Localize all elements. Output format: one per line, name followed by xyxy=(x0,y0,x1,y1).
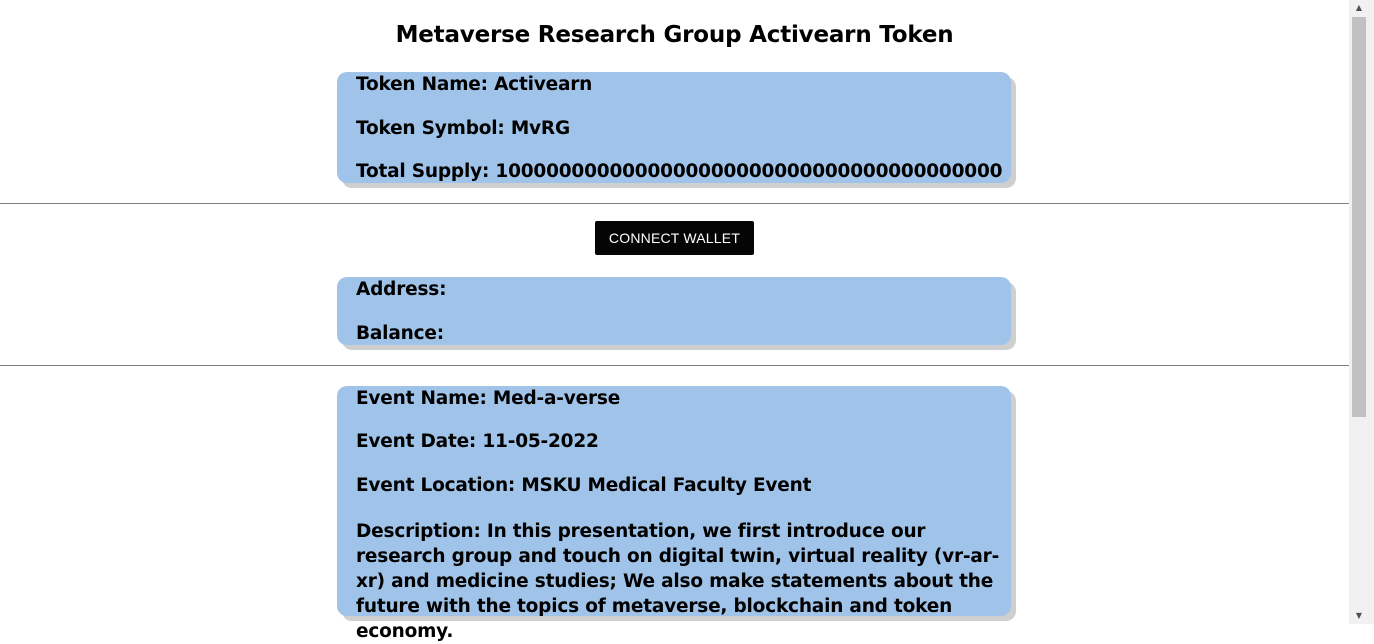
page-title: Metaverse Research Group Activearn Token xyxy=(395,22,954,48)
event-location: Event Location: MSKU Medical Faculty Event xyxy=(356,475,812,496)
event-description: Description: In this presentation, we first introduce our research group and touch on digital twin, virtual reality (vr-ar-xr) and medicine studies; We also make statements about the future with the topics of metaverse, blockchain and token economy. xyxy=(356,521,1000,642)
event-date: Event Date: 11-05-2022 xyxy=(356,431,599,452)
wallet-info-card xyxy=(337,277,1011,345)
event-name: Event Name: Med-a-verse xyxy=(356,388,621,409)
triangle-up-icon[interactable]: ▲ xyxy=(1355,3,1363,12)
vertical-scrollbar[interactable] xyxy=(1349,0,1374,624)
wallet-address: Address: xyxy=(356,279,447,300)
token-info-card xyxy=(337,72,1011,183)
token-name: Token Name: Activearn xyxy=(356,74,593,95)
event-card xyxy=(337,386,1011,642)
scrollbar-thumb[interactable] xyxy=(1352,17,1366,417)
wallet-balance: Balance: xyxy=(356,323,444,344)
section-divider xyxy=(0,203,1349,204)
token-total-supply: Total Supply: 1000000000000000000000000000000000000000 xyxy=(356,161,1003,182)
connect-wallet-button[interactable]: CONNECT WALLET xyxy=(595,221,754,255)
token-symbol: Token Symbol: MvRG xyxy=(356,118,570,139)
triangle-down-icon[interactable]: ▼ xyxy=(1355,611,1363,620)
section-divider xyxy=(0,365,1349,366)
